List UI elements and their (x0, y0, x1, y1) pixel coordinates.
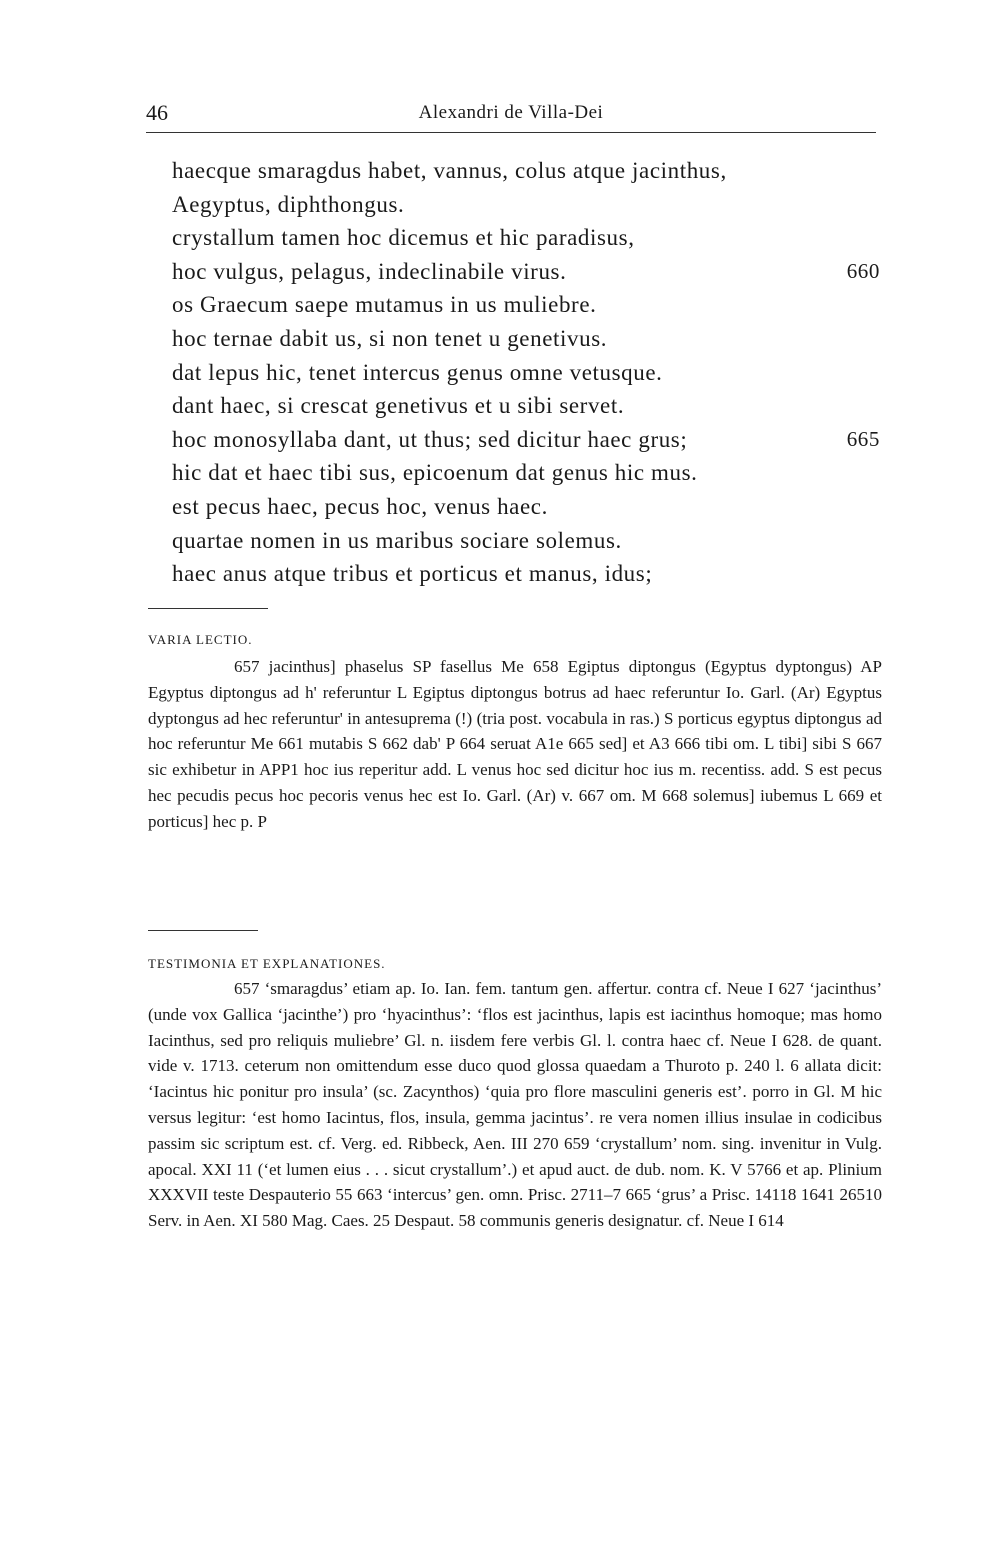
verse-block (172, 154, 880, 591)
verse-text: hoc monosyllaba dant, ut thus; sed dicitur haec grus; (172, 426, 688, 452)
verse-line (172, 221, 880, 255)
verse-text: dant haec, si crescat genetivus et u sibi servet. (172, 393, 625, 419)
verse-text: Aegyptus, diphthongus. (172, 191, 405, 217)
testimonia-text: 657 ‘smaragdus’ etiam ap. Io. Ian. fem. tantum gen. affertur. contra cf. Neue I 627 ‘jacinthus’ (unde vox Gallica ‘jacinthe’) pro ‘hyacinthus’: ‘flos est jacinthus, lapis est iacinthus homoque; mas homo Iacinthus, sed pro reliquis muliebre’ Gl. n. iisdem fere verbis Gl. l. contra haec cf. Neue I 628. de quant. vide v. 1713. ceterum non omittendum esse duco quod glossa quaedam a Thuroto p. 240 l. 6 allata dicit: ‘Iacintus hic ponitur pro insula’ (sc. Zacynthos) ‘quia pro flore masculini generis est’. porro in Gl. M hic versus legitur: ‘est homo Iacintus, flos, insula, gemma jacintus’. re vera nomen illius insulae in codicibus passim sic scriptum est. cf. Verg. ed. Ribbeck, Aen. III 270 659 ‘crystallum’ nom. sing. invenitur in Vulg. apocal. XXI 11 (‘et lumen eius . . . sicut crystallum’.) et apud auct. de dub. nom. K. V 5766 et ap. Plinium XXXVII teste Despauterio 55 663 ‘intercus’ gen. omn. Prisc. 2711–7 665 ‘grus’ a Prisc. 14118 1641 26510 Serv. in Aen. XI 580 Mag. Caes. 25 Despaut. 58 communis generis designatur. cf. Neue I 614 (148, 979, 882, 1231)
verse-line (172, 524, 880, 558)
verse-line (172, 188, 880, 222)
verse-text: hoc vulgus, pelagus, indeclinabile virus. (172, 258, 567, 284)
verse-text: dat lepus hic, tenet intercus genus omne vetusque. (172, 359, 663, 385)
running-title: Alexandri de Villa-Dei (418, 102, 604, 123)
verse-line (172, 255, 880, 289)
header-rule (146, 132, 876, 133)
verse-line (172, 154, 880, 188)
varia-lectio-text: 657 jacinthus] phaselus SP fasellus Me 658 Egiptus diptongus (Egyptus dyptongus) AP Egyptus diptongus ad h' referuntur L Egiptus diptongus botrus ad haec referuntur Io. Garl. (Ar) Egyptus dyptongus ad hec referuntur' in antesuprema (!) (tria post. vocabula in ras.) S porticus egyptus diptongus ad hoc referuntur Me 661 mutabis S 662 dab' P 664 seruat A1e 665 sed] et A3 666 tibi om. L tibi] sibi S 667 sic exhibetur in APP1 hoc ius reperitur add. L venus hoc sed dicitur hoc ius m. recentiss. add. S est pecus hec pecudis pecus hoc pecoris venus hec est Io. Garl. (Ar) v. 667 om. M 668 solemus] iubemus L 669 et porticus] hec p. P (148, 657, 882, 831)
page-number: 46 (146, 100, 168, 125)
verse-line (172, 456, 880, 490)
verse-line (172, 389, 880, 423)
page-header (146, 100, 876, 134)
section-divider (148, 930, 258, 931)
verse-line (172, 288, 880, 322)
varia-lectio-title: VARIA LECTIO. (148, 632, 253, 647)
verse-text: est pecus haec, pecus hoc, venus haec. (172, 493, 548, 519)
verse-line (172, 322, 880, 356)
verse-text: haecque smaragdus habet, vannus, colus atque jacinthus, (172, 158, 727, 183)
verse-line (172, 356, 880, 390)
verse-text: os Graecum saepe mutamus in us muliebre. (172, 292, 597, 318)
testimonia-notes (148, 976, 882, 1234)
varia-lectio-notes (148, 654, 882, 835)
verse-text: crystallum tamen hoc dicemus et hic paradisus, (172, 225, 635, 251)
verse-text: hoc ternae dabit us, si non tenet u genetivus. (172, 325, 608, 351)
verse-line (172, 557, 880, 591)
verse-line (172, 490, 880, 524)
testimonia-title: TESTIMONIA ET EXPLANATIONES. (148, 956, 386, 971)
footnote-divider (148, 608, 268, 609)
verse-number: 660 (846, 258, 880, 283)
verse-text: haec anus atque tribus et porticus et manus, idus; (172, 561, 653, 587)
verse-number: 665 (846, 426, 880, 451)
verse-line (172, 423, 880, 457)
verse-text: hic dat et haec tibi sus, epicoenum dat genus hic mus. (172, 460, 698, 486)
verse-text: quartae nomen in us maribus sociare solemus. (172, 527, 622, 553)
